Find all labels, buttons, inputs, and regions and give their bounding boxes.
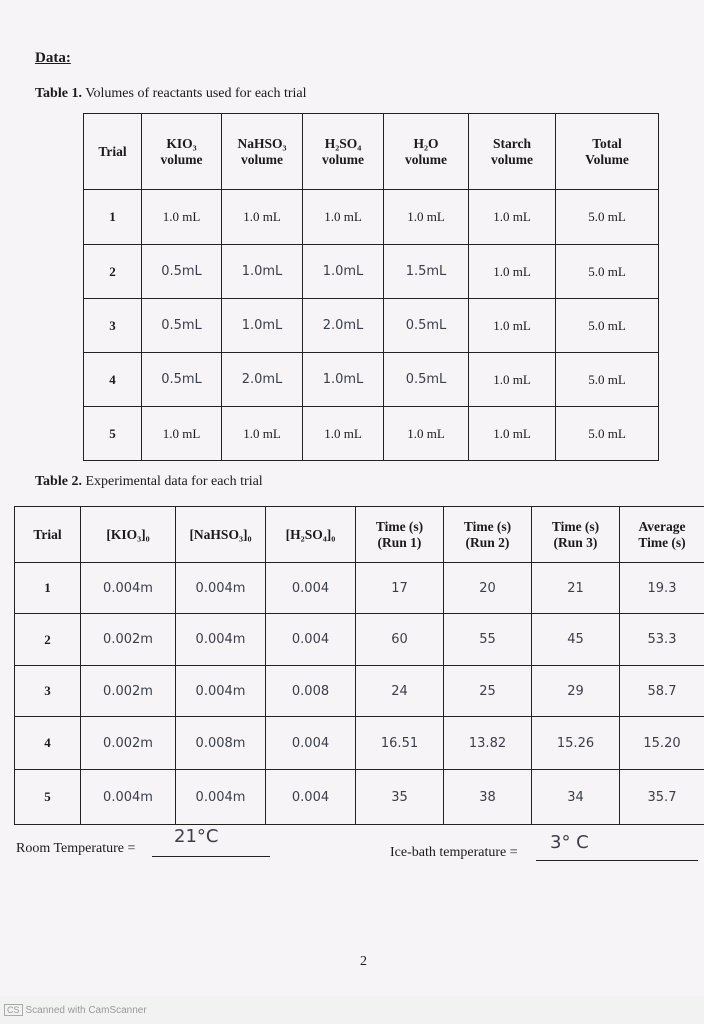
t1-r3-total: 5.0 mL [556,299,659,353]
t2-r3-kio3: 0.002m [81,666,176,717]
t1-r3-kio3: 0.5mL [142,299,222,353]
camscanner-logo-icon: CS [4,1004,23,1016]
t2-r4-run2: 13.82 [444,717,532,770]
table-row [15,614,704,666]
t2-r4-kio3: 0.002m [81,717,176,770]
table1-caption [35,86,307,102]
camscanner-text: Scanned with CamScanner [25,1005,147,1016]
t2-r2-average: 53.3 [620,614,704,666]
t2-r3-run1: 24 [356,666,444,717]
t2-r1-h2so4: 0.004 [266,563,356,614]
ice-bath-temperature-label: Ice-bath temperature = [390,845,518,860]
t2-r5-trial: 5 [15,770,81,825]
t1-r4-kio3: 0.5mL [142,353,222,407]
table2 [14,506,704,825]
t2-header-nahso3: [NaHSO₃]₀ [176,507,266,563]
t1-r2-trial: 2 [84,245,142,299]
table-row [84,353,659,407]
table2-caption [35,474,263,490]
room-temperature-label: Room Temperature = [16,841,136,856]
t2-r1-run2: 20 [444,563,532,614]
t2-header-run2: Time (s) (Run 2) [444,507,532,563]
table-row [84,190,659,245]
table-row [84,245,659,299]
t1-r4-nahso3: 2.0mL [222,353,303,407]
t2-r2-run2: 55 [444,614,532,666]
t1-header-kio3: KIO₃ volume [142,114,222,190]
t2-header-run3: Time (s) (Run 3) [532,507,620,563]
t2-r2-trial: 2 [15,614,81,666]
t2-r1-average: 19.3 [620,563,704,614]
t1-r5-kio3: 1.0 mL [142,407,222,461]
t2-r3-trial: 3 [15,666,81,717]
t1-r4-starch: 1.0 mL [469,353,556,407]
t2-r4-run1: 16.51 [356,717,444,770]
t2-r5-run2: 38 [444,770,532,825]
t2-r4-h2so4: 0.004 [266,717,356,770]
t1-header-starch: Starch volume [469,114,556,190]
t2-r1-run3: 21 [532,563,620,614]
t1-r5-nahso3: 1.0 mL [222,407,303,461]
t2-r5-run1: 35 [356,770,444,825]
t2-r4-trial: 4 [15,717,81,770]
t1-r5-starch: 1.0 mL [469,407,556,461]
t2-r2-run3: 45 [532,614,620,666]
t1-header-h2so4: H₂SO₄ volume [303,114,384,190]
t2-r2-kio3: 0.002m [81,614,176,666]
t2-r2-h2so4: 0.004 [266,614,356,666]
t2-r5-nahso3: 0.004m [176,770,266,825]
t2-r1-trial: 1 [15,563,81,614]
camscanner-watermark [4,1004,147,1016]
t1-r2-kio3: 0.5mL [142,245,222,299]
t1-r1-kio3: 1.0 mL [142,190,222,245]
t2-r1-kio3: 0.004m [81,563,176,614]
t2-r3-nahso3: 0.004m [176,666,266,717]
t1-r2-total: 5.0 mL [556,245,659,299]
t2-r5-h2so4: 0.004 [266,770,356,825]
table1-label: Table 1. [35,86,82,101]
table-row [15,563,704,614]
t2-r3-h2so4: 0.008 [266,666,356,717]
t1-r1-h2o: 1.0 mL [384,190,469,245]
room-temperature-blank [152,826,270,857]
t2-header-h2so4: [H₂SO₄]₀ [266,507,356,563]
t2-r5-kio3: 0.004m [81,770,176,825]
t2-r3-run3: 29 [532,666,620,717]
table2-label: Table 2. [35,474,82,489]
ice-bath-temperature-value: 3° C [550,832,589,853]
t1-r4-h2so4: 1.0mL [303,353,384,407]
t2-header-average: Average Time (s) [620,507,704,563]
room-temperature-value: 21°C [174,826,219,847]
t1-header-trial: Trial [84,114,142,190]
table-row [84,407,659,461]
t2-r4-nahso3: 0.008m [176,717,266,770]
table-row [15,666,704,717]
data-heading: Data: [35,50,71,66]
t2-r2-run1: 60 [356,614,444,666]
t1-header-nahso3: NaHSO₃ volume [222,114,303,190]
t1-r4-h2o: 0.5mL [384,353,469,407]
t1-r2-h2o: 1.5mL [384,245,469,299]
t1-r4-trial: 4 [84,353,142,407]
t2-r3-run2: 25 [444,666,532,717]
t1-r3-starch: 1.0 mL [469,299,556,353]
t2-r5-average: 35.7 [620,770,704,825]
t2-r2-nahso3: 0.004m [176,614,266,666]
t1-r1-trial: 1 [84,190,142,245]
t1-r1-starch: 1.0 mL [469,190,556,245]
t2-header-kio3: [KIO₃]₀ [81,507,176,563]
table-row [15,717,704,770]
t2-r3-average: 58.7 [620,666,704,717]
t1-r5-h2o: 1.0 mL [384,407,469,461]
t1-r2-nahso3: 1.0mL [222,245,303,299]
t1-r2-h2so4: 1.0mL [303,245,384,299]
t1-r3-h2so4: 2.0mL [303,299,384,353]
t1-r1-nahso3: 1.0 mL [222,190,303,245]
t1-header-total: Total Volume [556,114,659,190]
table-row [15,770,704,825]
t1-r3-h2o: 0.5mL [384,299,469,353]
t1-r1-h2so4: 1.0 mL [303,190,384,245]
t2-r1-run1: 17 [356,563,444,614]
t2-r4-run3: 15.26 [532,717,620,770]
t1-r5-h2so4: 1.0 mL [303,407,384,461]
table1-caption-text: Volumes of reactants used for each trial [85,86,307,101]
table1 [83,113,659,461]
t2-r4-average: 15.20 [620,717,704,770]
page-number: 2 [360,954,367,969]
t2-r5-run3: 34 [532,770,620,825]
t1-r5-total: 5.0 mL [556,407,659,461]
table1-header-row [84,114,659,190]
table-row [84,299,659,353]
t1-header-h2o: H₂O volume [384,114,469,190]
table2-caption-text: Experimental data for each trial [85,474,263,489]
t2-header-run1: Time (s) (Run 1) [356,507,444,563]
t2-r1-nahso3: 0.004m [176,563,266,614]
table2-header-row [15,507,704,563]
t1-r2-starch: 1.0 mL [469,245,556,299]
t1-r3-nahso3: 1.0mL [222,299,303,353]
ice-bath-temperature-blank [536,832,698,861]
t1-r4-total: 5.0 mL [556,353,659,407]
t1-r1-total: 5.0 mL [556,190,659,245]
t1-r5-trial: 5 [84,407,142,461]
t2-header-trial: Trial [15,507,81,563]
t1-r3-trial: 3 [84,299,142,353]
